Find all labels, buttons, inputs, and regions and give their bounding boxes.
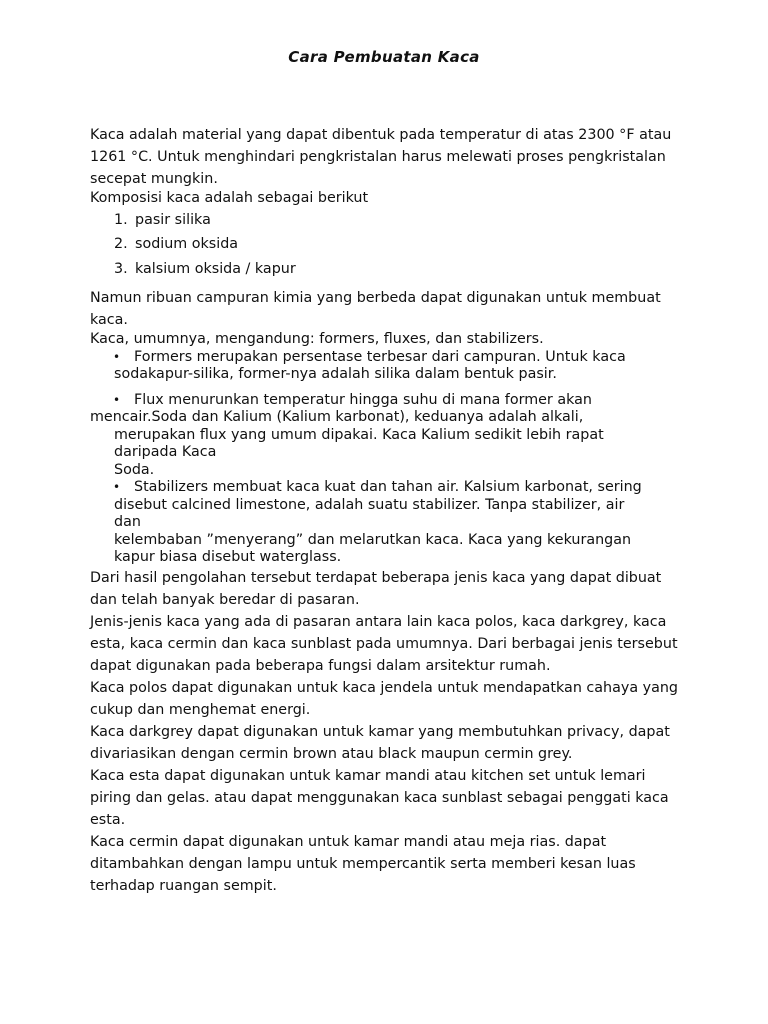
bullet-icon: • <box>113 392 121 407</box>
composition-intro: Komposisi kaca adalah sebagai berikut <box>90 190 369 206</box>
list-item: • Flux menurunkan temperatur hingga suhu di mana former akan <box>113 391 592 408</box>
paragraph-intro: Kaca adalah material yang dapat dibentuk pada temperatur di atas 2300 °F atau 1261 °C. Untuk menghindari pengkristalan harus melewati proses pengkristalan secepat mungkin. <box>90 127 672 187</box>
composition-list <box>90 208 690 282</box>
paragraph-types-intro: Dari hasil pengolahan tersebut terdapat beberapa jenis kaca yang dapat dibuat dan telah banyak beredar di pasaran. <box>90 569 662 608</box>
components-list <box>90 349 690 410</box>
bullet3-continuation: disebut calcined limestone, adalah suatu stabilizer. Tanpa stabilizer, air dan kelembaban ”menyerang” dan melarutkan kaca. Kaca yang kekurangan kapur biasa disebut waterglass. <box>114 496 632 565</box>
list-item: 1. pasir silika <box>114 211 211 228</box>
list-item: • Stabilizers membuat kaca kuat dan tahan air. Kalsium karbonat, sering <box>113 479 642 495</box>
paragraph-kaca-darkgrey: Kaca darkgrey dapat digunakan untuk kamar yang membutuhkan privacy, dapat divariasikan dengan cermin brown atau black maupun cermin grey. <box>90 723 670 762</box>
components-intro: Kaca, umumnya, mengandung: formers, fluxes, dan stabilizers. <box>90 331 544 347</box>
paragraph-kaca-cermin: Kaca cermin dapat digunakan untuk kamar mandi atau meja rias. dapat ditambahkan dengan lampu untuk mempercantik serta memberi kesan luas terhadap ruangan sempit. <box>90 833 636 894</box>
components-list-2 <box>90 479 690 497</box>
bullet2-continuation: mencair.Soda dan Kalium (Kalium karbonat), keduanya adalah alkali, merupakan flux yang umum dipakai. Kaca Kalium sedikit lebih rapat daripada Kaca Soda. <box>90 409 604 478</box>
document-body <box>90 124 690 897</box>
paragraph-mixtures: Namun ribuan campuran kimia yang berbeda dapat digunakan untuk membuat kaca. <box>90 290 661 328</box>
document-title: Cara Pembuatan Kaca <box>288 48 480 66</box>
list-item: • Formers merupakan persentase terbesar dari campuran. Untuk kaca sodakapur-silika, former-nya adalah silika dalam bentuk pasir. <box>113 348 626 382</box>
paragraph-types: Jenis-jenis kaca yang ada di pasaran antara lain kaca polos, kaca darkgrey, kaca esta, kaca cermin dan kaca sunblast pada umumnya. Dari berbagai jenis tersebut dapat digunakan pada beberapa fungsi dalam arsitektur rumah. <box>90 613 678 674</box>
paragraph-kaca-esta: Kaca esta dapat digunakan untuk kamar mandi atau kitchen set untuk lemari piring dan gelas. atau dapat menggunakan kaca sunblast sebagai penggati kaca esta. <box>90 767 669 828</box>
bullet-icon: • <box>113 480 121 494</box>
bullet-icon: • <box>113 349 121 364</box>
list-item: 2. sodium oksida <box>114 236 239 252</box>
list-item: 3. kalsium oksida / kapur <box>114 260 296 277</box>
paragraph-kaca-polos: Kaca polos dapat digunakan untuk kaca jendela untuk mendapatkan cahaya yang cukup dan menghemat energi. <box>90 679 678 718</box>
